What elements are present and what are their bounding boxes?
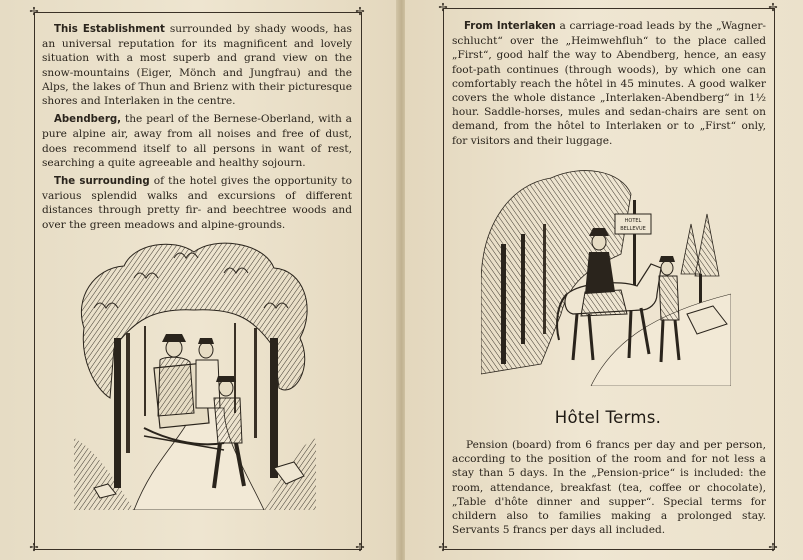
ornament-icon: ✢	[355, 541, 365, 554]
left-page-text	[42, 22, 352, 236]
sign-text-hotel: HOTEL	[624, 218, 642, 224]
abendberg-text: the pearl of the Bernese-Oberland, with a pure alpine air, away from all noises and free of dust, does recommend itself to all persons in want of rest, searching a quite agreeable and healthy sojourn.	[42, 113, 352, 169]
sign-text-bellevue: BELLEVUE	[620, 226, 646, 232]
ornament-icon: ✢	[768, 541, 778, 554]
establishment-text: surrounded by shady woods, has an universal reputation for its magnificent and lovely situation with a most superb and grand view on the snow-mountains (Eiger, Mönch and Jungfrau) and the Alps, the lakes of Thun and Brienz with their picturesque shores and Interlaken in the centre.	[42, 23, 352, 108]
ornament-icon: ✢	[29, 5, 39, 18]
ornament-icon: ✢	[29, 541, 39, 554]
ornament-icon: ✢	[355, 5, 365, 18]
right-page	[405, 0, 803, 560]
surrounding-paragraph	[42, 174, 352, 232]
interlaken-text: a carriage-road leads by the „Wagner-schlucht“ over the „Heimwehfluh“ to the place called „First“, good half the way to Abendberg, hence, an easy foot-path continues (through woods), by which one can comfortably reach the hôtel in 45 minutes. A good walker covers the whole distance „Interlaken-Abendberg“ in 1½ hour. Saddle-horses, mules and sedan-chairs are sent on demand, from the hôtel to Interlaken or to „First“ only, for visitors and their luggage.	[452, 20, 766, 147]
abendberg-lead: Abendberg,	[54, 114, 122, 126]
surrounding-lead: The surrounding	[54, 176, 150, 188]
interlaken-lead: From Interlaken	[464, 21, 556, 32]
ornament-icon: ✢	[438, 1, 448, 14]
abendberg-paragraph	[42, 112, 352, 170]
terms-text-block	[452, 438, 766, 541]
terms-heading: Hôtel Terms.	[554, 408, 662, 427]
sedan-chair-illustration	[74, 238, 316, 510]
left-page	[0, 0, 398, 560]
horse-rider-illustration	[481, 164, 731, 386]
interlaken-paragraph	[452, 19, 766, 148]
establishment-lead: This Establishment	[54, 24, 165, 35]
ornament-icon: ✢	[768, 1, 778, 14]
terms-paragraph: Pension (board) from 6 francs per day and per person, according to the position of the room and for not less a stay than 5 days. In the „Pension-price“ is included: the room, attendance, breakfast (tea, coffee or chocolate), „Table d'hôte dinner and supper“. Special terms for childern also to families making a prolonged stay. Servants 5 francs per days all included.	[452, 439, 766, 537]
surrounding-text: of the hotel gives the opportunity to various splendid walks and excursions of different distances through pretty fir- and beechtree woods and over the green meadows and alpine-grounds.	[42, 175, 353, 231]
ornament-icon: ✢	[438, 541, 448, 554]
right-page-text	[452, 19, 766, 152]
establishment-paragraph	[42, 22, 352, 108]
